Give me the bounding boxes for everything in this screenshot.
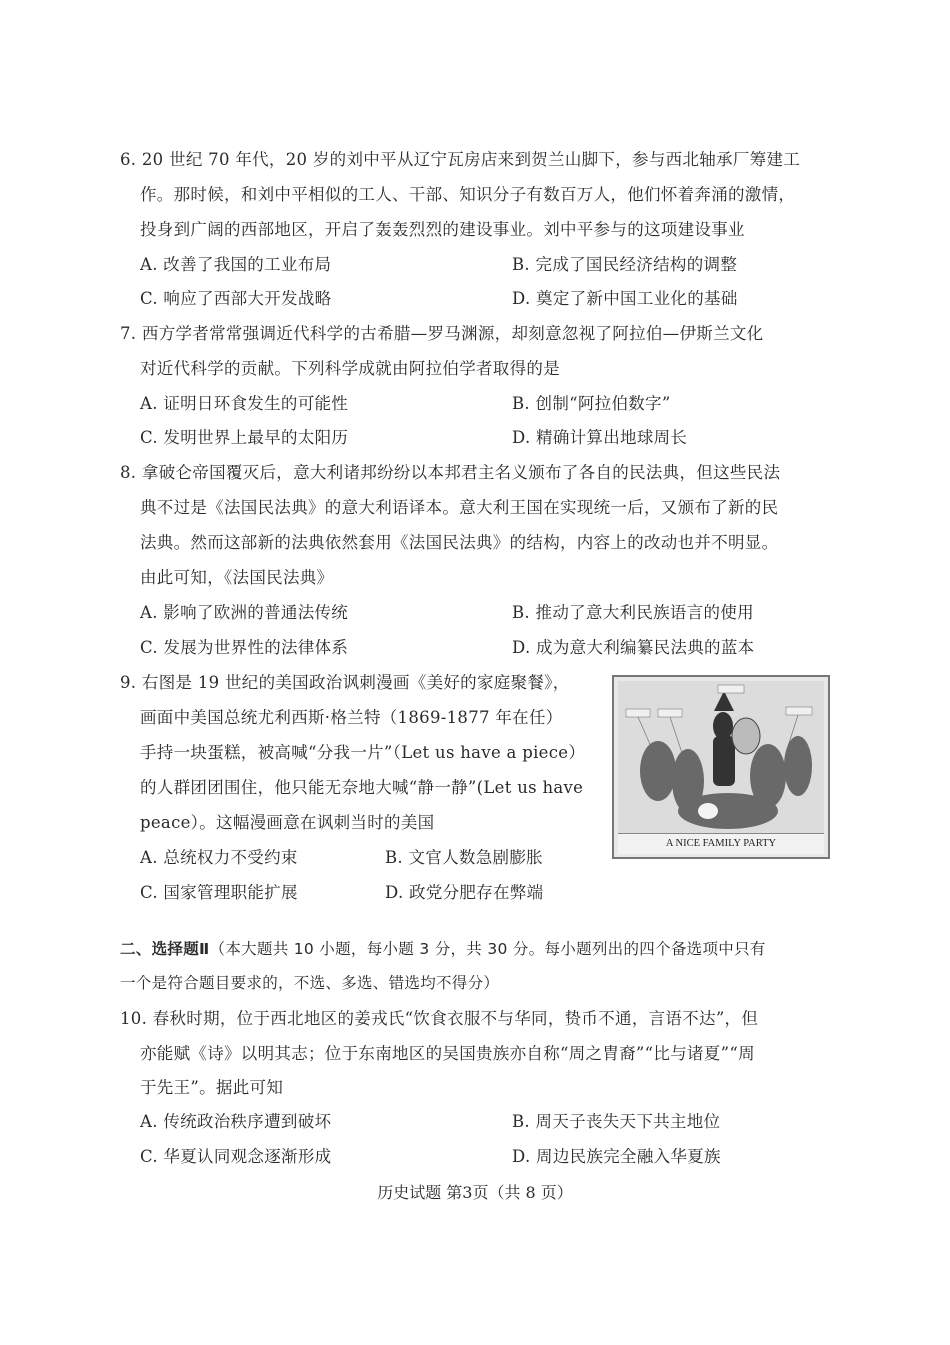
q9-line: peace）。这幅漫画意在讽刺当时的美国 — [140, 813, 435, 832]
q10-line: 于先王”。据此可知 — [140, 1078, 284, 1097]
q7-line: 7. 西方学者常常强调近代科学的古希腊—罗马渊源，却刻意忽视了阿拉伯—伊斯兰文化 — [120, 324, 764, 343]
q10-option-d: D. 周边民族完全融入华夏族 — [512, 1147, 721, 1166]
q9-line: 9. 右图是 19 世纪的美国政治讽刺漫画《美好的家庭聚餐》， — [120, 673, 570, 692]
q7-option-b: B. 创制“阿拉伯数字” — [512, 394, 671, 413]
q7-option-c: C. 发明世界上最早的太阳历 — [140, 428, 349, 447]
q9-option-a: A. 总统权力不受约束 — [140, 848, 298, 867]
q8-line: 典不过是《法国民法典》的意大利语译本。意大利王国在实现统一后，又颁布了新的民 — [140, 498, 779, 517]
q6-option-b: B. 完成了国民经济结构的调整 — [512, 255, 738, 274]
q7-option-d: D. 精确计算出地球周长 — [512, 428, 688, 447]
q8-option-d: D. 成为意大利编纂民法典的蓝本 — [512, 638, 755, 657]
q8-option-a: A. 影响了欧洲的普通法传统 — [140, 603, 349, 622]
page-footer: 历史试题 第3页（共 8 页） — [377, 1183, 573, 1202]
q9-line: 画面中美国总统尤利西斯·格兰特（1869-1877 年在任） — [140, 708, 563, 727]
q9-option-d: D. 政党分肥存在弊端 — [385, 883, 544, 902]
section-title: 二、选择题Ⅱ — [120, 940, 210, 958]
q10-option-b: B. 周天子丧失天下共主地位 — [512, 1112, 721, 1131]
q10-line: 10. 春秋时期，位于西北地区的姜戎氏“饮食衣服不与华同，贽币不通，言语不达”，但 — [120, 1009, 759, 1028]
q8-option-b: B. 推动了意大利民族语言的使用 — [512, 603, 754, 622]
q6-line: 6. 20 世纪 70 年代，20 岁的刘中平从辽宁瓦房店来到贺兰山脚下，参与西北轴承厂筹建工 — [120, 150, 801, 169]
q10-line: 亦能赋《诗》以明其志；位于东南地区的吴国贵族亦自称“周之胄裔”“比与诸夏”“周 — [140, 1044, 755, 1063]
q9-option-c: C. 国家管理职能扩展 — [140, 883, 298, 902]
q10-option-c: C. 华夏认同观念逐渐形成 — [140, 1147, 332, 1166]
q6-line: 作。那时候，和刘中平相似的工人、干部、知识分子有数百万人，他们怀着奔涌的激情， — [140, 185, 796, 204]
q10-option-a: A. 传统政治秩序遭到破坏 — [140, 1112, 332, 1131]
section-desc: 一个是符合题目要求的，不选、多选、错选均不得分） — [120, 974, 500, 992]
cartoon-illustration — [618, 681, 824, 833]
q9-option-b: B. 文官人数急剧膨胀 — [385, 848, 543, 867]
q6-option-c: C. 响应了西部大开发战略 — [140, 289, 332, 308]
q8-line: 由此可知，《法国民法典》 — [140, 568, 334, 587]
figure-caption: A NICE FAMILY PARTY — [618, 833, 824, 854]
q7-option-a: A. 证明日环食发生的可能性 — [140, 394, 349, 413]
q9-line: 的人群团团围住，他只能无奈地大喊“静一静”(Let us have — [140, 778, 584, 797]
q8-line: 8. 拿破仑帝国覆灭后，意大利诸邦纷纷以本邦君主名义颁布了各自的民法典，但这些民法 — [120, 463, 781, 482]
q6-option-a: A. 改善了我国的工业布局 — [140, 255, 332, 274]
q8-line: 法典。然而这部新的法典依然套用《法国民法典》的结构，内容上的改动也并不明显。 — [140, 533, 779, 552]
section-desc: （本大题共 10 小题，每小题 3 分，共 30 分。每小题列出的四个备选项中只有 — [209, 940, 766, 958]
q9-line: 手持一块蛋糕，被高喊“分我一片”（Let us have a piece） — [140, 743, 586, 762]
cartoon-figure — [612, 675, 830, 859]
q6-line: 投身到广阔的西部地区，开启了轰轰烈烈的建设事业。刘中平参与的这项建设事业 — [140, 220, 745, 239]
q7-line: 对近代科学的贡献。下列科学成就由阿拉伯学者取得的是 — [140, 359, 560, 378]
q8-option-c: C. 发展为世界性的法律体系 — [140, 638, 349, 657]
q6-option-d: D. 奠定了新中国工业化的基础 — [512, 289, 738, 308]
